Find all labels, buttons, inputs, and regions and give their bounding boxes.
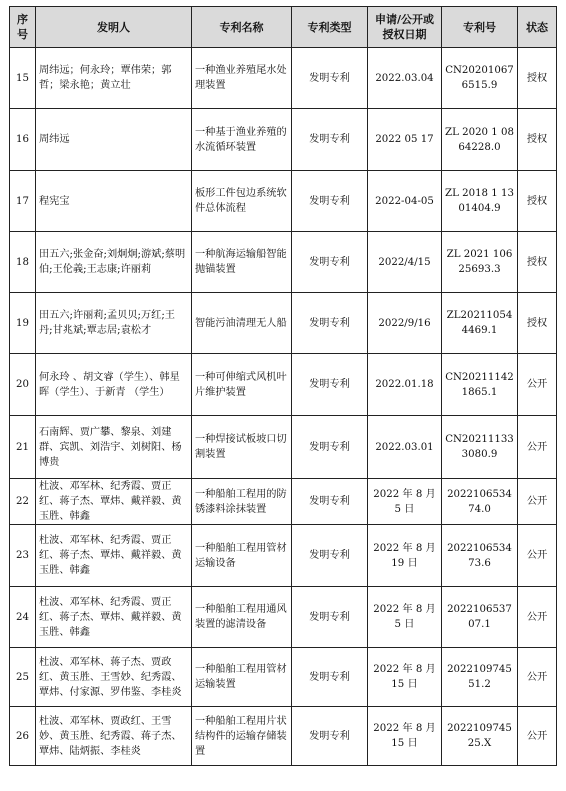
cell-patent-type: 发明专利	[292, 232, 368, 293]
cell-inventor: 杜波、邓军林、纪秀霞、贾正红、蒋子杰、覃炜、戴祥毅、黄玉胜、韩鑫	[36, 479, 192, 525]
cell-patent-number: ZL202110544469.1	[442, 293, 518, 354]
cell-patent-number: ZL 2020 1 0864228.0	[442, 109, 518, 171]
table-row	[10, 648, 557, 707]
cell-seq: 18	[10, 232, 36, 293]
cell-patent-type: 发明专利	[292, 587, 368, 648]
cell-date: 2022.03.01	[368, 416, 442, 479]
cell-patent-type: 发明专利	[292, 707, 368, 766]
cell-patent-name: 一种船舶工程用片状结构件的运输存储装置	[192, 707, 292, 766]
cell-seq: 25	[10, 648, 36, 707]
header-seq: 序号	[10, 7, 36, 48]
cell-inventor: 杜波、邓军林、纪秀霞、贾正红、蒋子杰、覃炜、戴祥毅、黄玉胜、韩鑫	[36, 525, 192, 587]
cell-status: 授权	[518, 232, 557, 293]
cell-patent-name: 一种船舶工程用管材运输设备	[192, 525, 292, 587]
table-row	[10, 707, 557, 766]
cell-patent-number: CN202010676515.9	[442, 48, 518, 109]
cell-patent-name: 一种船舶工程用通风装置的滤清设备	[192, 587, 292, 648]
cell-patent-name: 智能污油清理无人船	[192, 293, 292, 354]
table-row	[10, 525, 557, 587]
table-row	[10, 416, 557, 479]
cell-status: 公开	[518, 354, 557, 416]
cell-seq: 22	[10, 479, 36, 525]
cell-status: 公开	[518, 587, 557, 648]
cell-inventor: 石南辉、贾广攀、黎泉、刘建群、宾凯、刘浩宇、刘树阳、杨博贵	[36, 416, 192, 479]
cell-seq: 24	[10, 587, 36, 648]
patent-table	[9, 6, 557, 766]
header-patent-type: 专利类型	[292, 7, 368, 48]
header-inventor: 发明人	[36, 7, 192, 48]
cell-seq: 26	[10, 707, 36, 766]
cell-patent-type: 发明专利	[292, 525, 368, 587]
cell-date: 2022.01.18	[368, 354, 442, 416]
cell-date: 2022 05 17	[368, 109, 442, 171]
cell-patent-number: ZL 2018 1 1301404.9	[442, 171, 518, 232]
cell-status: 授权	[518, 109, 557, 171]
cell-inventor: 程宪宝	[36, 171, 192, 232]
cell-patent-name: 一种基于渔业养殖的水流循环装置	[192, 109, 292, 171]
cell-seq: 15	[10, 48, 36, 109]
cell-patent-type: 发明专利	[292, 479, 368, 525]
cell-seq: 16	[10, 109, 36, 171]
table-row	[10, 48, 557, 109]
cell-patent-type: 发明专利	[292, 171, 368, 232]
cell-patent-type: 发明专利	[292, 648, 368, 707]
cell-inventor: 杜波、邓军林、蒋子杰、贾政红、黄玉胜、王雪妙、纪秀霞、覃炜、付家源、罗伟鉴、李桂炎	[36, 648, 192, 707]
cell-date: 2022 年 8 月 5 日	[368, 479, 442, 525]
cell-date: 2022 年 8 月 15 日	[368, 707, 442, 766]
table-row	[10, 587, 557, 648]
cell-patent-number: CN202111421865.1	[442, 354, 518, 416]
header-date: 申请/公开或授权日期	[368, 7, 442, 48]
cell-date: 2022/9/16	[368, 293, 442, 354]
cell-date: 2022.03.04	[368, 48, 442, 109]
cell-patent-name: 一种航海运输船智能抛锚装置	[192, 232, 292, 293]
cell-seq: 20	[10, 354, 36, 416]
header-status: 状态	[518, 7, 557, 48]
cell-status: 公开	[518, 479, 557, 525]
header-patent-number: 专利号	[442, 7, 518, 48]
cell-patent-name: 一种船舶工程用的防锈漆料涂抹装置	[192, 479, 292, 525]
cell-inventor: 周纬远；何永玲；覃伟荣；郭哲；梁永艳；黄立壮	[36, 48, 192, 109]
cell-inventor: 杜波、邓军林、贾政红、王雪妙、黄玉胜、纪秀霞、蒋子杰、覃炜、陆炳振、李桂炎	[36, 707, 192, 766]
cell-patent-number: 202210653474.0	[442, 479, 518, 525]
cell-patent-number: 202210653707.1	[442, 587, 518, 648]
cell-date: 2022 年 8 月 15 日	[368, 648, 442, 707]
cell-patent-type: 发明专利	[292, 354, 368, 416]
cell-status: 公开	[518, 416, 557, 479]
cell-patent-type: 发明专利	[292, 48, 368, 109]
cell-patent-number: 202210653473.6	[442, 525, 518, 587]
cell-status: 授权	[518, 293, 557, 354]
cell-seq: 19	[10, 293, 36, 354]
cell-patent-name: 一种渔业养殖尾水处理装置	[192, 48, 292, 109]
cell-seq: 17	[10, 171, 36, 232]
cell-status: 公开	[518, 525, 557, 587]
cell-patent-number: 202210974525.X	[442, 707, 518, 766]
cell-inventor: 田五六;许丽莉;孟贝贝;万红;王丹;甘兆斌;覃志居;袁松才	[36, 293, 192, 354]
cell-patent-number: ZL 2021 10625693.3	[442, 232, 518, 293]
cell-status: 公开	[518, 648, 557, 707]
cell-inventor: 周纬远	[36, 109, 192, 171]
header-patent-name: 专利名称	[192, 7, 292, 48]
cell-date: 2022/4/15	[368, 232, 442, 293]
cell-patent-name: 一种可伸缩式风机叶片维护装置	[192, 354, 292, 416]
table-row	[10, 354, 557, 416]
table-header-row	[10, 7, 557, 48]
table-row	[10, 109, 557, 171]
table-row	[10, 479, 557, 525]
table-row	[10, 293, 557, 354]
cell-patent-type: 发明专利	[292, 416, 368, 479]
cell-seq: 23	[10, 525, 36, 587]
cell-date: 2022 年 8 月 19 日	[368, 525, 442, 587]
cell-patent-name: 一种船舶工程用管材运输装置	[192, 648, 292, 707]
cell-status: 授权	[518, 171, 557, 232]
cell-inventor: 田五六;张金奋;刘炯炯;游斌;蔡明伯;王伦義;王志康;许丽莉	[36, 232, 192, 293]
cell-date: 2022 年 8 月 5 日	[368, 587, 442, 648]
cell-patent-type: 发明专利	[292, 293, 368, 354]
cell-patent-type: 发明专利	[292, 109, 368, 171]
cell-patent-name: 一种焊接试板坡口切割装置	[192, 416, 292, 479]
cell-status: 授权	[518, 48, 557, 109]
table-row	[10, 232, 557, 293]
cell-seq: 21	[10, 416, 36, 479]
cell-date: 2022-04-05	[368, 171, 442, 232]
cell-inventor: 何永玲 、胡文睿（学生）、韩星晖（学生）、于新青 （学生）	[36, 354, 192, 416]
cell-inventor: 杜波、邓军林、纪秀霞、贾正红、蒋子杰、覃炜、戴祥毅、黄玉胜、韩鑫	[36, 587, 192, 648]
cell-patent-number: CN202111333080.9	[442, 416, 518, 479]
cell-patent-number: 202210974551.2	[442, 648, 518, 707]
cell-status: 公开	[518, 707, 557, 766]
table-row	[10, 171, 557, 232]
cell-patent-name: 板形工件包边系统软件总体流程	[192, 171, 292, 232]
